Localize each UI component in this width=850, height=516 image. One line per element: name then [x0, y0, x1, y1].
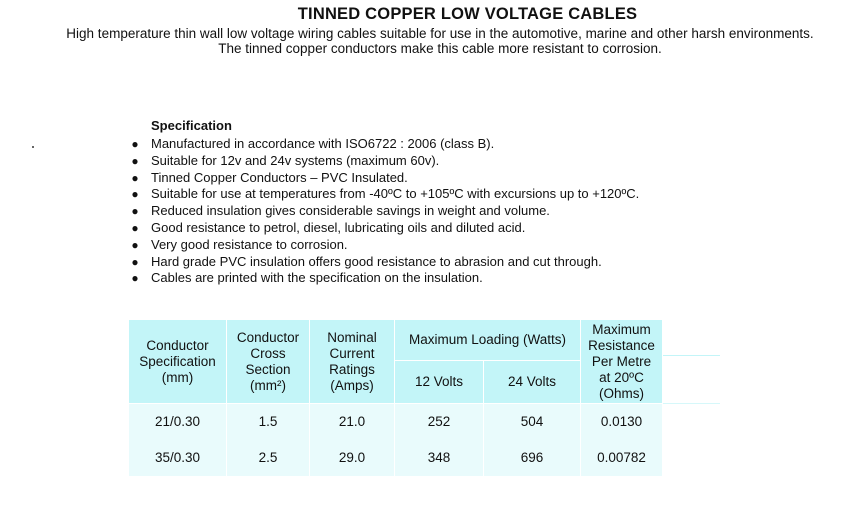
list-item: ● Suitable for 12v and 24v systems (maximum 60v). — [131, 152, 440, 168]
bullet-icon: ● — [131, 237, 139, 252]
cell-resistance: 0.00782 — [581, 440, 663, 476]
header-24-volts: 24 Volts — [484, 361, 581, 404]
page-title: TINNED COPPER LOW VOLTAGE CABLES — [297, 5, 638, 23]
table-row — [129, 440, 663, 476]
header-12-volts: 12 Volts — [395, 361, 484, 404]
list-item: ● Good resistance to petrol, diesel, lubricating oils and diluted acid. — [131, 219, 526, 235]
list-item: ● Suitable for use at temperatures from -40ºC to +105ºC with excursions up to +120ºC. — [131, 186, 640, 202]
bullet-icon: ● — [131, 204, 139, 219]
bullet-icon: ● — [131, 187, 139, 202]
bullet-icon: ● — [131, 220, 139, 235]
bullet-icon: ● — [131, 170, 139, 185]
subtitle-line-1: High temperature thin wall low voltage wiring cables suitable for use in the automotive, marine and other harsh environments. — [66, 26, 814, 41]
stray-mark — [32, 146, 34, 148]
cell-24v: 504 — [484, 404, 581, 440]
header-conductor-spec: Conductor Specification (mm) — [129, 320, 227, 404]
subtitle-line-2: The tinned copper conductors make this cable more resistant to corrosion. — [218, 41, 662, 56]
cell-section: 2.5 — [227, 440, 310, 476]
list-item: ● Very good resistance to corrosion. — [131, 236, 348, 252]
list-item: ● Reduced insulation gives considerable savings in weight and volume. — [131, 203, 550, 219]
list-item: ● Tinned Copper Conductors – PVC Insulated. — [131, 169, 408, 185]
list-item: ● Hard grade PVC insulation offers good resistance to abrasion and cut through. — [131, 253, 602, 269]
list-item: ● Cables are printed with the specification on the insulation. — [131, 270, 483, 286]
list-item: ● Manufactured in accordance with ISO6722 : 2006 (class B). — [131, 136, 495, 151]
cell-12v: 252 — [395, 404, 484, 440]
bullet-icon: ● — [131, 254, 139, 269]
cell-24v: 696 — [484, 440, 581, 476]
header-resistance: Maximum Resistance Per Metre at 20ºC (Ohms) — [581, 320, 663, 404]
table-row — [129, 404, 663, 440]
specification-heading: Specification — [151, 118, 232, 133]
cell-current: 21.0 — [310, 404, 395, 440]
cell-section: 1.5 — [227, 404, 310, 440]
cell-spec: 21/0.30 — [129, 404, 227, 440]
cell-spec: 35/0.30 — [129, 440, 227, 476]
cell-current: 29.0 — [310, 440, 395, 476]
cell-resistance: 0.0130 — [581, 404, 663, 440]
specification-list — [130, 136, 639, 287]
cell-12v: 348 — [395, 440, 484, 476]
bullet-icon: ● — [131, 137, 139, 151]
cable-spec-table — [129, 320, 663, 476]
header-current-rating: Nominal Current Ratings (Amps) — [310, 320, 395, 404]
bullet-icon: ● — [131, 153, 139, 168]
header-cross-section: Conductor Cross Section (mm²) — [227, 320, 310, 404]
header-max-loading: Maximum Loading (Watts) — [395, 320, 581, 361]
bullet-icon: ● — [131, 271, 139, 286]
subtitle — [0, 26, 850, 56]
